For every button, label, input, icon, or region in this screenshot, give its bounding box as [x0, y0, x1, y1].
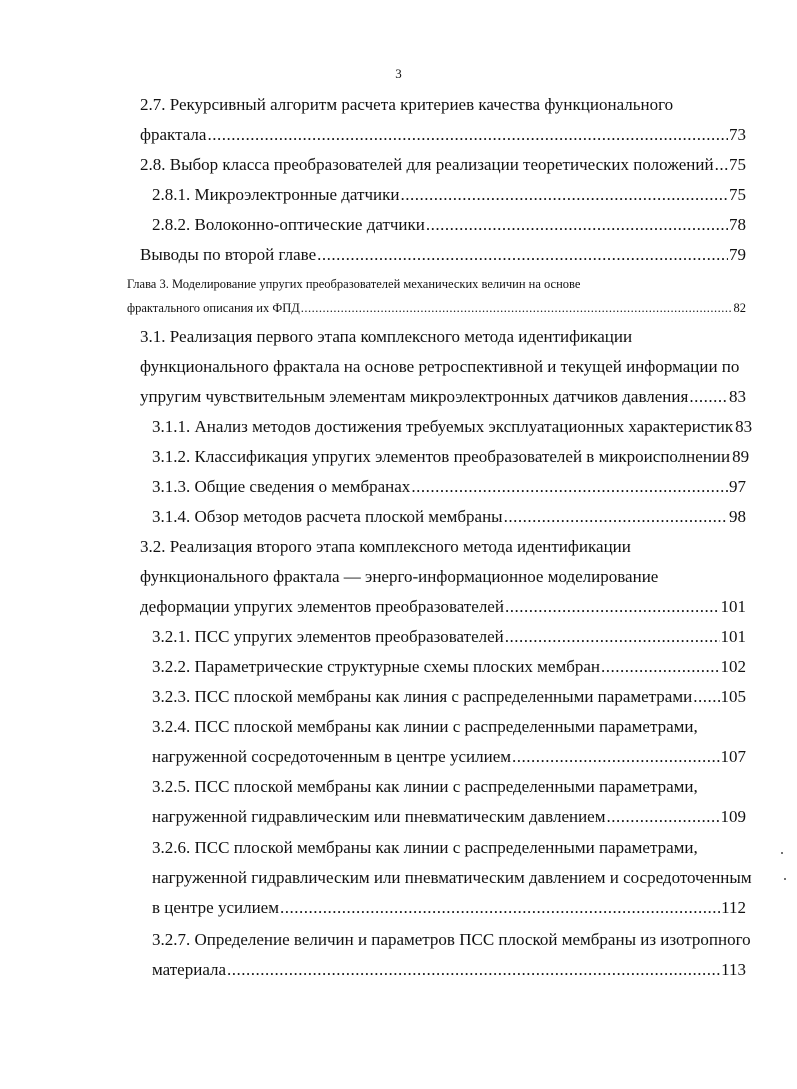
toc-entry-text: 2.8. Выбор класса преобразователей для реализации теоретических положений [140, 155, 714, 174]
toc-page-number: 97 [729, 477, 746, 496]
dot-leader [505, 627, 720, 647]
toc-entry-3-2-1[interactable] [152, 627, 746, 647]
toc-page-number: 83 [729, 387, 746, 406]
toc-entry-text: фрактала [140, 125, 207, 144]
toc-entry-3-2-4[interactable] [152, 747, 746, 767]
toc-entry-2-7[interactable] [140, 125, 746, 145]
toc-page-number: 105 [720, 687, 746, 706]
toc-page-number: 101 [720, 627, 746, 646]
scan-speck [781, 852, 783, 854]
toc-entry-3-2-7-line1: 3.2.7. Определение величин и параметров ПСС плоской мембраны из изотропного [152, 930, 751, 949]
toc-page-number: 107 [720, 747, 746, 766]
toc-page-number: 98 [729, 507, 746, 526]
dot-leader [689, 387, 728, 407]
toc-entry-text: 3.2.3. ПСС плоской мембраны как линия с распределенными параметрами [152, 687, 693, 706]
toc-entry-text: упругим чувствительным элементам микроэлектронных датчиков давления [140, 387, 689, 406]
toc-entry-text: 3.1.1. Анализ методов достижения требуемых эксплуатационных характеристик [152, 417, 734, 436]
toc-page-number: 102 [720, 657, 746, 676]
dot-leader [411, 477, 728, 497]
toc-entry-text: в центре усилием [152, 898, 279, 917]
toc-entry-3-2-2[interactable] [152, 657, 746, 677]
toc-entry-2-8-2[interactable] [152, 215, 746, 235]
toc-entry-3-1-4[interactable] [152, 507, 746, 527]
toc-page-number: 82 [733, 301, 746, 315]
toc-page-number: 113 [721, 960, 746, 979]
dot-leader [280, 898, 720, 918]
toc-entry-3-2-7[interactable] [152, 960, 746, 980]
toc-entry-3-2[interactable] [140, 597, 746, 617]
toc-entry-3-2-6-line1: 3.2.6. ПСС плоской мембраны как линии с распределенными параметрами, [152, 838, 698, 857]
dot-leader [301, 300, 733, 316]
toc-page-number: 109 [720, 807, 746, 826]
toc-chapter-3-line1: Глава 3. Моделирование упругих преобразователей механических величин на основе [127, 277, 581, 291]
toc-page-number: 101 [720, 597, 746, 616]
toc-entry-text: 2.8.1. Микроэлектронные датчики [152, 185, 400, 204]
toc-page-number: 83 [735, 417, 753, 436]
dot-leader [426, 215, 728, 235]
toc-entry-3-2-6-line2: нагруженной гидравлическим или пневматическим давлением и сосредоточенным [152, 868, 752, 887]
toc-entry-text: деформации упругих элементов преобразователей [140, 597, 504, 616]
toc-page-number: 89 [732, 447, 750, 466]
toc-entry-3-2-6[interactable] [152, 898, 746, 918]
toc-entry-3-2-line2: функционального фрактала — энерго-информационное моделирование [140, 567, 659, 586]
toc-page-number: 75 [729, 185, 746, 204]
toc-entry-3-2-3[interactable] [152, 687, 746, 707]
toc-entry-text: 3.1.2. Классификация упругих элементов преобразователей в микроисполнении [152, 447, 731, 466]
toc-entry-conclusions-ch2[interactable] [140, 245, 746, 265]
toc-entry-3-2-4-line1: 3.2.4. ПСС плоской мембраны как линии с распределенными параметрами, [152, 717, 698, 736]
dot-leader [505, 597, 720, 617]
dot-leader [601, 657, 719, 677]
toc-entry-3-1-line1: 3.1. Реализация первого этапа комплексного метода идентификации [140, 327, 633, 346]
dot-leader [400, 185, 728, 205]
toc-chapter-3[interactable] [127, 300, 746, 316]
toc-page-number: 73 [729, 125, 746, 144]
toc-page-number: 79 [729, 245, 746, 264]
toc-entry-text: 3.1.4. Обзор методов расчета плоской мембраны [152, 507, 503, 526]
dot-leader [317, 245, 728, 265]
toc-entry-2-8[interactable] [140, 155, 746, 175]
toc-entry-3-2-5[interactable] [152, 807, 746, 827]
toc-entry-text: Выводы по второй главе [140, 245, 317, 264]
toc-page-number: 78 [729, 215, 746, 234]
page-number: 3 [395, 66, 402, 81]
toc-entry-text: 3.1.3. Общие сведения о мембранах [152, 477, 411, 496]
toc-entry-3-2-line1: 3.2. Реализация второго этапа комплексного метода идентификации [140, 537, 631, 556]
toc-entry-3-1[interactable] [140, 387, 746, 407]
toc-entry-3-2-5-line1: 3.2.5. ПСС плоской мембраны как линии с распределенными параметрами, [152, 777, 698, 796]
dot-leader [207, 125, 728, 145]
toc-entry-text: материала [152, 960, 227, 979]
toc-entry-2-7-line1: 2.7. Рекурсивный алгоритм расчета критериев качества функционального [140, 95, 674, 114]
dot-leader [512, 747, 719, 767]
toc-page-number: 75 [729, 155, 746, 174]
toc-entry-2-8-1[interactable] [152, 185, 746, 205]
dot-leader [607, 807, 720, 827]
toc-entry-3-1-line2: функционального фрактала на основе ретроспективной и текущей информации по [140, 357, 740, 376]
toc-entry-text: 2.8.2. Волоконно-оптические датчики [152, 215, 425, 234]
dot-leader [227, 960, 720, 980]
scan-speck [784, 878, 786, 880]
toc-entry-3-1-3[interactable] [152, 477, 746, 497]
toc-entry-text: нагруженной сосредоточенным в центре усилием [152, 747, 512, 766]
toc-page-number: 112 [721, 898, 746, 917]
dot-leader [504, 507, 728, 527]
toc-entry-text: 3.2.1. ПСС упругих элементов преобразователей [152, 627, 504, 646]
dot-leader [693, 687, 719, 707]
toc-entry-3-1-1[interactable] [152, 417, 753, 437]
toc-entry-text: фрактального описания их ФПД [127, 301, 300, 315]
toc-entry-3-1-2[interactable] [152, 447, 750, 467]
toc-entry-text: нагруженной гидравлическим или пневматическим давлением [152, 807, 606, 826]
toc-entry-text: 3.2.2. Параметрические структурные схемы плоских мембран [152, 657, 601, 676]
dot-leader [715, 155, 728, 175]
